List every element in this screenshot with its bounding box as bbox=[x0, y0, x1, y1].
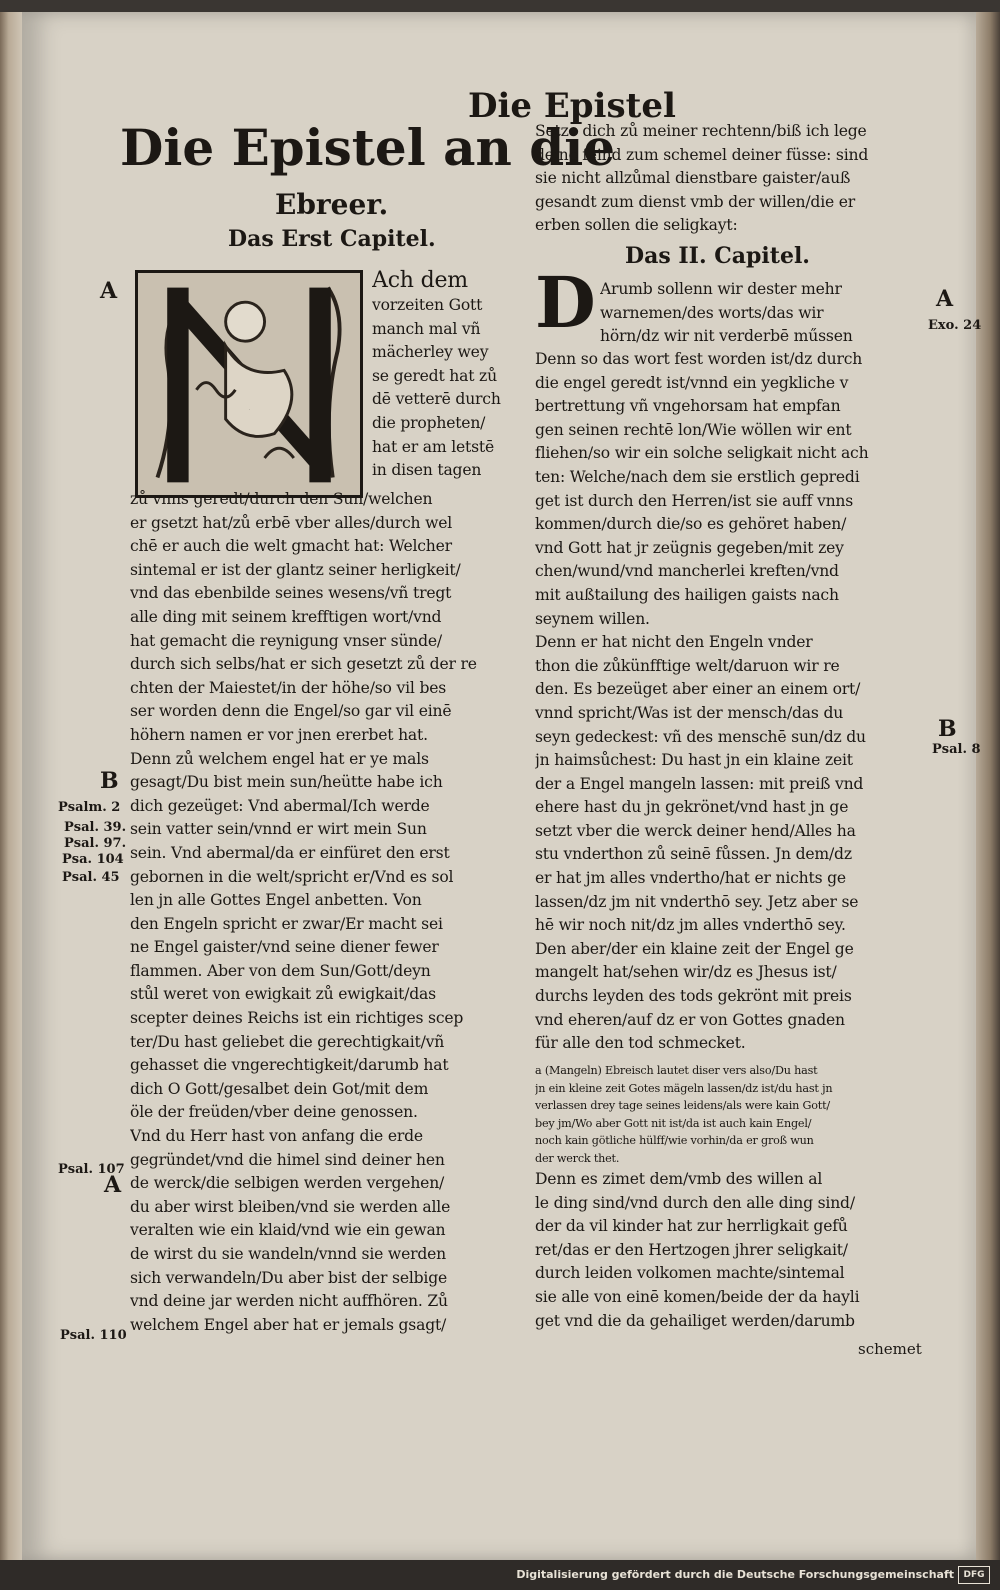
text-line: ret/das er den Hertzogen jhrer seligkait/ bbox=[535, 1240, 848, 1259]
text-line: len jn alle Gottes Engel anbetten. Von bbox=[130, 891, 422, 910]
text-line: sich verwandeln/Du aber bist der selbige bbox=[130, 1268, 448, 1287]
text-line: ten: Welche/nach dem sie erstlich gepredi bbox=[535, 467, 860, 486]
page-edge bbox=[976, 12, 1000, 1560]
text-line: er hat jm alles vndertho/hat er nichts ge bbox=[535, 869, 846, 888]
margin-reference: Psalm. 2 bbox=[58, 800, 121, 815]
intro-line: in disen tagen bbox=[372, 461, 482, 480]
text-line: chten der Maiestet/in der höhe/so vil bes bbox=[130, 678, 447, 697]
text-line: Denn er hat nicht den Engeln vnder bbox=[535, 633, 813, 652]
text-line: a (Mangeln) Ebreisch lautet diser vers also/Du hast bbox=[535, 1064, 818, 1077]
text-line: für alle den tod schmecket. bbox=[535, 1034, 746, 1053]
right-column-top bbox=[535, 120, 935, 238]
initial-illustration-icon bbox=[138, 273, 360, 495]
text-line: alle ding mit seinem krefftigen wort/vnd bbox=[130, 607, 442, 626]
text-line: Den aber/der ein klaine zeit der Engel ge bbox=[535, 939, 854, 958]
text-line: stu vnderthon zů seinē fůssen. Jn dem/dz bbox=[535, 845, 852, 864]
text-line: vnnd spricht/Was ist der mensch/das du bbox=[535, 703, 844, 722]
text-line: get vnd die da gehailiget werden/darumb bbox=[535, 1311, 855, 1330]
text-line: bertrettung vñ vngehorsam hat empfan bbox=[535, 397, 841, 416]
chapter1-intro bbox=[372, 268, 522, 483]
text-line: le ding sind/vnd durch den alle ding sind/ bbox=[535, 1193, 855, 1212]
right-column-text bbox=[535, 348, 935, 1056]
text-line: Arumb sollenn wir dester mehr bbox=[600, 280, 842, 298]
text-line: dich gezeüget: Vnd abermal/Ich werde bbox=[130, 796, 430, 815]
text-line: ter/Du hast geliebet die gerechtigkait/vñ bbox=[130, 1032, 445, 1051]
chapter2-heading: Das II. Capitel. bbox=[625, 243, 810, 269]
intro-line: mächerley wey bbox=[372, 343, 489, 362]
footer-bar bbox=[0, 1560, 1000, 1590]
intro-line: dē vetterē durch bbox=[372, 390, 501, 409]
text-line: gegründet/vnd die himel sind deiner hen bbox=[130, 1150, 445, 1169]
text-line: erben sollen die seligkayt: bbox=[535, 216, 738, 235]
text-line: de werck/die selbigen werden vergehen/ bbox=[130, 1174, 445, 1193]
intro-line: manch mal vñ bbox=[372, 319, 481, 338]
text-line: vnd eheren/auf dz er von Gottes gnaden bbox=[535, 1010, 845, 1029]
text-line: seyn gedeckest: vñ des menschē sun/dz du bbox=[535, 727, 866, 746]
text-line: sintemal er ist der glantz seiner herligkeit/ bbox=[130, 560, 461, 579]
text-line: mit außtailung des hailigen gaists nach bbox=[535, 585, 839, 604]
margin-reference: Psal. 107 bbox=[58, 1162, 125, 1177]
text-line: die engel geredt ist/vnnd ein yegkliche v bbox=[535, 373, 849, 392]
book-subtitle: Ebreer. bbox=[275, 188, 389, 221]
chapter1-heading: Das Erst Capitel. bbox=[228, 226, 436, 252]
book-title: Die Epistel an die bbox=[120, 118, 616, 177]
text-line: jn ein kleine zeit Gotes mägeln lassen/dz ist/du hast jn bbox=[535, 1081, 833, 1095]
text-line: scepter deines Reichs ist ein richtiges scep bbox=[130, 1009, 464, 1028]
text-line: zů vnns geredt/durch den Sun/welchen bbox=[130, 490, 433, 508]
text-line: gesandt zum dienst vmb der willen/die er bbox=[535, 192, 856, 211]
intro-line: Ach dem bbox=[372, 268, 468, 293]
margin-letter: A bbox=[104, 1172, 122, 1198]
text-line: hē wir noch nit/dz jm alles vnderthō sey. bbox=[535, 916, 846, 935]
text-line: Denn es zimet dem/vmb des willen al bbox=[535, 1170, 823, 1188]
text-line: welchem Engel aber hat er jemals gsagt/ bbox=[130, 1315, 447, 1334]
text-line: gehasset die vngerechtigkeit/darumb hat bbox=[130, 1056, 449, 1075]
text-line: flammen. Aber von dem Sun/Gott/deyn bbox=[130, 961, 431, 980]
text-line: de wirst du sie wandeln/vnnd sie werden bbox=[130, 1245, 447, 1263]
text-line: du aber wirst bleiben/vnd sie werden alle bbox=[130, 1197, 451, 1216]
dfg-logo: DFG bbox=[958, 1566, 990, 1584]
text-line: noch kain götliche hülff/wie vorhin/da er groß wun bbox=[535, 1134, 814, 1147]
text-line: der werck thet. bbox=[535, 1151, 620, 1165]
text-line: gesagt/Du bist mein sun/heütte habe ich bbox=[130, 773, 443, 792]
catchword: schemet bbox=[858, 1340, 922, 1358]
text-line: der a Engel mangeln lassen: mit preiß vnd bbox=[535, 774, 864, 793]
margin-reference: Psal. 39. bbox=[64, 820, 127, 835]
text-line: den Engeln spricht er zwar/Er macht sei bbox=[130, 914, 443, 933]
text-line: hat gemacht die reynigung vnser sünde/ bbox=[130, 631, 442, 650]
running-head: Die Epistel bbox=[468, 86, 676, 126]
margin-reference: Psa. 104 bbox=[62, 852, 124, 867]
margin-reference: Psal. 8 bbox=[932, 742, 981, 757]
text-line: gen seinen rechtē lon/Wie wöllen wir ent bbox=[535, 420, 852, 439]
text-line: verlassen drey tage seines leidens/als were kain Gott/ bbox=[535, 1099, 830, 1112]
book-gutter bbox=[0, 12, 22, 1560]
text-line: seynem willen. bbox=[535, 609, 650, 628]
funding-credit: Digitalisierung gefördert durch die Deutsche Forschungsgemeinschaft bbox=[516, 1568, 954, 1581]
text-line: sein vatter sein/vnnd er wirt mein Sun bbox=[130, 820, 427, 839]
text-line: durch leiden volkomen machte/sintemal bbox=[535, 1264, 845, 1283]
text-line: durch sich selbs/hat er sich gesetzt zů der re bbox=[130, 655, 477, 674]
text-line: mangelt hat/sehen wir/dz es Jhesus ist/ bbox=[535, 963, 837, 982]
text-line: Setze dich zů meiner rechtenn/biß ich lege bbox=[535, 122, 867, 140]
text-line: setzt vber die werck deiner hend/Alles ha bbox=[535, 821, 856, 840]
text-line: der da vil kinder hat zur herrligkait gefů bbox=[535, 1217, 848, 1236]
text-line: stůl weret von ewigkait zů ewigkait/das bbox=[130, 985, 436, 1004]
text-line: sie nicht allzůmal dienstbare gaister/auß bbox=[535, 169, 851, 188]
text-line: er gsetzt hat/zů erbē vber alles/durch wel bbox=[130, 513, 453, 532]
text-line: ne Engel gaister/vnd seine diener fewer bbox=[130, 938, 439, 957]
text-line: höhern namen er vor jnen ererbet hat. bbox=[130, 725, 428, 744]
text-line: warnemen/des worts/das wir bbox=[600, 303, 824, 322]
margin-letter: B bbox=[938, 716, 957, 742]
text-line: Denn zů welchem engel hat er ye mals bbox=[130, 749, 429, 768]
text-line: thon die zůkünfftige welt/daruon wir re bbox=[535, 656, 840, 675]
margin-letter: B bbox=[100, 768, 119, 794]
margin-letter: A bbox=[936, 286, 954, 312]
chapter2-initial: D bbox=[535, 261, 596, 344]
text-line: fliehen/so wir ein solche seligkait nicht ach bbox=[535, 444, 869, 463]
margin-letter: A bbox=[100, 278, 118, 304]
margin-reference: Psal. 45 bbox=[62, 870, 120, 885]
text-line: den. Es bezeüget aber einer an einem ort/ bbox=[535, 680, 861, 699]
text-line: ehere hast du jn gekrönet/vnd hast jn ge bbox=[535, 798, 849, 817]
text-line: ser worden denn die Engel/so gar vil einē bbox=[130, 702, 452, 721]
text-line: gebornen in die welt/spricht er/Vnd es sol bbox=[130, 867, 454, 886]
text-line: deine feind zum schemel deiner füsse: sind bbox=[535, 145, 869, 164]
text-line: bey jm/Wo aber Gott nit ist/da ist auch kain Engel/ bbox=[535, 1116, 812, 1130]
text-line: dich O Gott/gesalbet dein Got/mit dem bbox=[130, 1079, 429, 1098]
text-line: lassen/dz jm nit vnderthō sey. Jetz aber se bbox=[535, 892, 859, 911]
left-column-text bbox=[130, 488, 522, 1337]
text-line: kommen/durch die/so es gehöret haben/ bbox=[535, 515, 847, 534]
text-line: chen/wund/vnd mancherlei kreften/vnd bbox=[535, 562, 839, 581]
margin-reference: Psal. 97. bbox=[64, 836, 127, 851]
text-line: sie alle von einē komen/beide der da hayli bbox=[535, 1287, 860, 1306]
text-line: Vnd du Herr hast von anfang die erde bbox=[130, 1127, 423, 1146]
margin-reference: Exo. 24 bbox=[928, 318, 982, 333]
text-line: jn haimsůchest: Du hast jn ein klaine zeit bbox=[535, 751, 853, 770]
text-line: vnd Gott hat jr zeügnis gegeben/mit zey bbox=[535, 538, 844, 557]
text-line: chē er auch die welt gmacht hat: Welcher bbox=[130, 537, 452, 556]
chapter2-intro bbox=[600, 278, 930, 349]
decorated-initial bbox=[135, 270, 363, 498]
text-line: sein. Vnd abermal/da er einfüret den erst bbox=[130, 843, 450, 862]
text-line: öle der freüden/vber deine genossen. bbox=[130, 1103, 418, 1122]
intro-line: vorzeiten Gott bbox=[372, 296, 483, 314]
right-column-bottom bbox=[535, 1168, 935, 1333]
intro-line: hat er am letstē bbox=[372, 437, 495, 456]
initial-letter: N bbox=[249, 409, 250, 411]
text-line: durchs leyden des tods gekrönt mit preis bbox=[535, 987, 852, 1006]
text-line: hörn/dz wir nit verderbē műssen bbox=[600, 327, 853, 346]
margin-reference: Psal. 110 bbox=[60, 1328, 127, 1343]
text-line: get ist durch den Herren/ist sie auff vnns bbox=[535, 491, 854, 510]
text-line: vnd deine jar werden nicht auffhören. Zů bbox=[130, 1292, 448, 1311]
text-line: Denn so das wort fest worden ist/dz durch bbox=[535, 350, 863, 368]
intro-line: se geredt hat zů bbox=[372, 366, 497, 385]
intro-line: die propheten/ bbox=[372, 413, 486, 432]
text-line: veralten wie ein klaid/vnd wie ein gewan bbox=[130, 1221, 446, 1240]
footnote bbox=[535, 1062, 935, 1167]
text-line: vnd das ebenbilde seines wesens/vñ tregt bbox=[130, 584, 452, 603]
